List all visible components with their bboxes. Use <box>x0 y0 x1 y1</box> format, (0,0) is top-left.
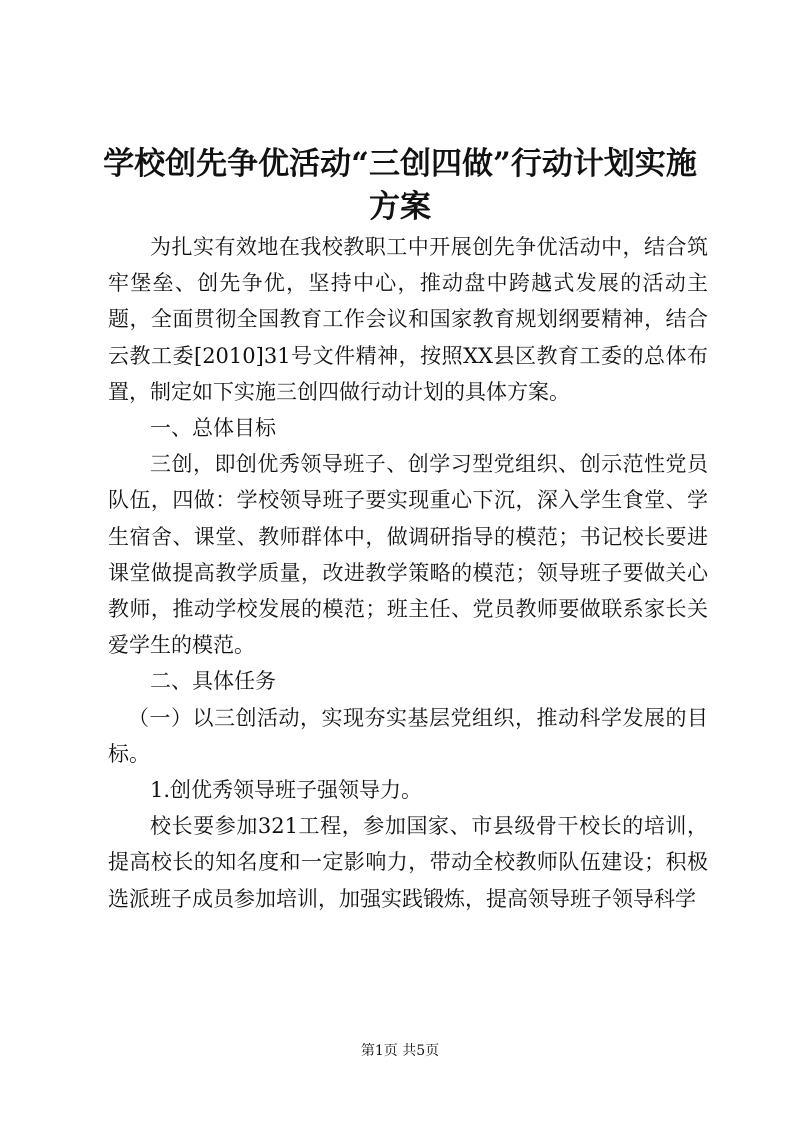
goal-paragraph: 三创，即创优秀领导班子、创学习型党组织、创示范性党员队伍，四做：学校领导班子要实现重心下沉，深入学生食堂、学生宿舍、课堂、教师群体中，做调研指导的模范；书记校长要进课堂做提高教学质量，改进教学策略的模范；领导班子要做关心教师，推动学校发展的模范；班主任、党员教师要做联系家长关爱学生的模范。 <box>108 452 708 658</box>
intro-paragraph: 为扎实有效地在我校教职工中开展创先争优活动中，结合筑牢堡垒、创先争优，坚持中心，推动盘中跨越式发展的活动主题，全面贯彻全国教育工作会议和国家教育规划纲要精神，结合云教工委[2010]31号文件精神，按照XX县区教育工委的总体布置，制定如下实施三创四做行动计划的具体方案。 <box>108 235 708 404</box>
document-body <box>108 229 708 917</box>
document-title-line-1: 学校创先争优活动“三创四做”行动计划实施 <box>103 146 697 182</box>
document-title-line-2: 方案 <box>369 189 431 225</box>
section-heading-overall-goal: 一、总体目标 <box>150 416 276 441</box>
item-paragraph-1: 校长要参加321工程，参加国家、市县级骨干校长的培训，提高校长的知名度和一定影响力，带动全校教师队伍建设；积极选派班子成员参加培训，加强实践锻炼，提高领导班子领导科学 <box>108 814 708 911</box>
page-footer: 第1页 共5页 <box>360 1043 440 1059</box>
item-heading-1: 1.创优秀领导班子强领导力。 <box>150 778 423 803</box>
section-heading-specific-tasks: 二、具体任务 <box>150 669 276 694</box>
subsection-heading-1: （一）以三创活动，实现夯实基层党组织，推动科学发展的目标。 <box>108 705 708 766</box>
